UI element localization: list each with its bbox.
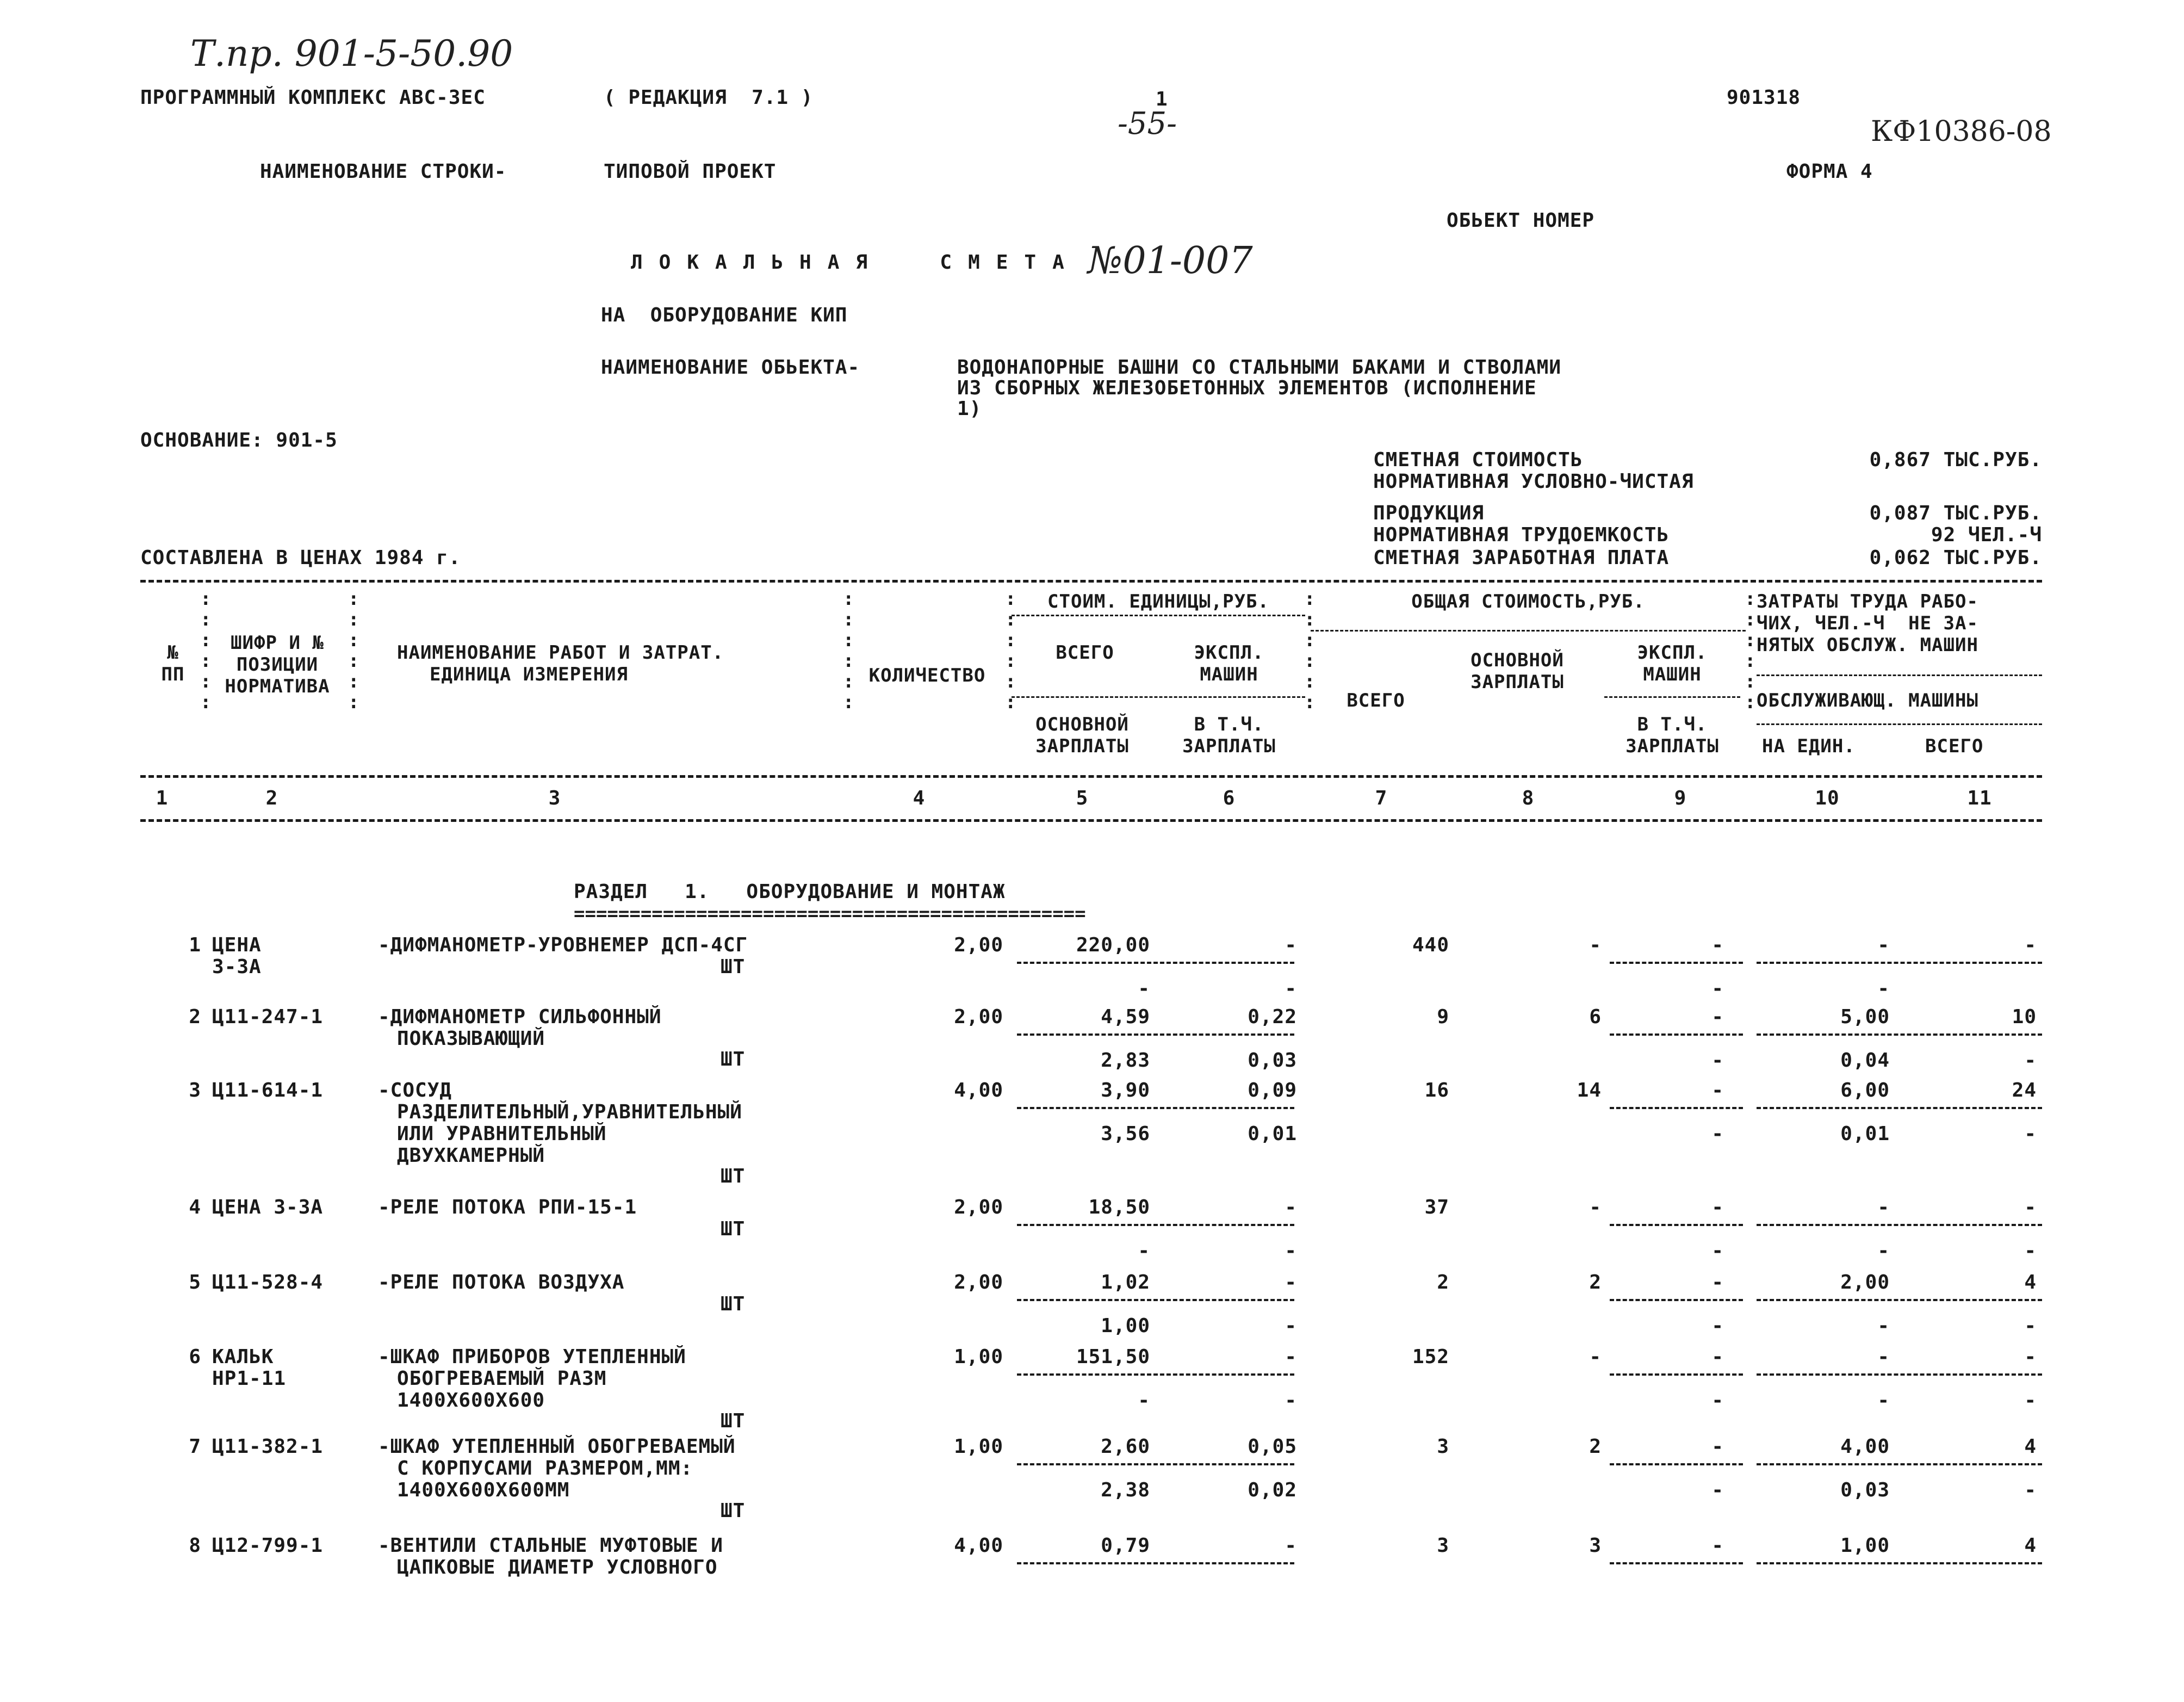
section-title: РАЗДЕЛ 1. ОБОРУДОВАНИЕ И МОНТАЖ [574,881,1006,903]
colnum-2: 2 [265,787,278,809]
row-code: 3-ЗА [212,956,262,978]
th-name-2: ЕДИНИЦА ИЗМЕРЕНИЯ [430,664,628,685]
row-total-machines: - [1711,1346,1724,1368]
row-total-incl: - [1711,977,1724,1000]
row-quantity: 2,00 [954,1271,1003,1293]
row-labor-rule [1757,1107,2042,1109]
row-unit-wage: 3,56 [1101,1123,1150,1145]
row-labor-total: 10 [2012,1006,2037,1028]
row-total-wage: 2 [1589,1435,1602,1458]
row-name: ИЛИ УРАВНИТЕЛЬНЫЙ [397,1123,607,1145]
row-unit-total: 3,90 [1101,1079,1150,1101]
th-code-1: ШИФР И № [231,632,324,654]
row-labor-total: 4 [2024,1435,2037,1458]
row-unit-incl: - [1285,1315,1297,1337]
th-total-incl [1599,714,1746,757]
row-name: -ВЕНТИЛИ СТАЛЬНЫЕ МУФТОВЫЕ И [378,1534,723,1557]
summary-label-1: НОРМАТИВНАЯ УСЛОВНО-ЧИСТАЯ [1373,471,1694,493]
row-unit-wage: 2,83 [1101,1049,1150,1072]
colnum-6: 6 [1223,787,1236,809]
row-unit: ШТ [721,1410,746,1432]
row-total: 152 [1412,1346,1449,1368]
row-unit-total: 0,79 [1101,1534,1150,1557]
summary-value-3: 92 ЧЕЛ.-Ч [1931,524,2042,546]
row-labor-unit-2: - [1877,1389,1890,1412]
program-name: ПРОГРАММНЫЙ КОМПЛЕКС АВС-ЗЕС [140,86,486,109]
col-sep-d: : : : : : : [1005,588,1016,713]
row-unit: ШТ [721,956,746,978]
row-code: Ц11-614-1 [212,1079,324,1101]
th-name [397,642,724,685]
summary-label-4: СМЕТНАЯ ЗАРАБОТНАЯ ПЛАТА [1373,547,1670,569]
th-code-2: ПОЗИЦИИ [236,654,319,676]
row-labor-unit-2: 0,04 [1840,1049,1890,1072]
header-rule-bottom [140,819,2042,822]
colnum-1: 1 [156,787,169,809]
colnum-8: 8 [1522,787,1535,809]
row-unit-total: 4,59 [1101,1006,1150,1028]
row-code: Ц11-247-1 [212,1006,324,1028]
row-unit-machines: 0,09 [1248,1079,1297,1101]
th-total-cost-rule [1311,630,1746,632]
row-total-machines: - [1711,1006,1724,1028]
header-rule-top [140,580,2042,583]
summary-value-2: 0,087 ТЫС.РУБ. [1869,502,2042,524]
row-total-rule [1610,1562,1743,1564]
row-total-wage: - [1589,1196,1602,1218]
th-labor-rule-1 [1757,674,2042,676]
page-number: 1 [1156,88,1168,110]
th-total-all: ВСЕГО [1347,690,1405,711]
row-total-wage: - [1589,1346,1602,1368]
row-labor-unit: 5,00 [1840,1006,1890,1028]
row-labor-total: 24 [2012,1079,2037,1101]
row-unit-total: 220,00 [1076,934,1150,956]
prices-basis: СОСТАВЛЕНА В ЦЕНАХ 1984 г. [140,547,461,569]
row-total-rule [1610,962,1743,964]
th-name-1: НАИМЕНОВАНИЕ РАБОТ И ЗАТРАТ. [397,642,724,664]
th-code-3: НОРМАТИВА [225,676,330,697]
object-name-line-1: ВОДОНАПОРНЫЕ БАШНИ СО СТАЛЬНЫМИ БАКАМИ И СТВОЛАМИ [957,356,1562,379]
row-unit-machines: 0,22 [1248,1006,1297,1028]
row-unit-machines: - [1285,1196,1297,1218]
row-name: -РЕЛЕ ПОТОКА РПИ-15-1 [378,1196,637,1218]
colnum-11: 11 [1967,787,1992,809]
colnum-10: 10 [1815,787,1840,809]
th-unit-machines [1158,642,1300,685]
row-unit-wage: - [1138,1240,1150,1262]
col-sep-f: : : : : : : [1745,588,1756,713]
row-code: ЦЕНА [212,934,262,956]
row-labor-total-2: - [2024,1049,2037,1072]
row-unit: ШТ [721,1165,746,1187]
summary-label-2: ПРОДУКЦИЯ [1373,502,1485,524]
row-total-incl: - [1711,1240,1724,1262]
th-total-incl-2: ЗАРПЛАТЫ [1625,735,1719,757]
line-name-label: НАИМЕНОВАНИЕ СТРОКИ- [260,160,507,183]
row-labor-total: 4 [2024,1271,2037,1293]
row-code: НР1-11 [212,1367,287,1390]
row-unit-total: 2,60 [1101,1435,1150,1458]
row-name: С КОРПУСАМИ РАЗМЕРОМ,ММ: [397,1457,693,1480]
row-total-incl: - [1711,1315,1724,1337]
row-labor-unit: 2,00 [1840,1271,1890,1293]
row-unit-incl: 0,02 [1248,1479,1297,1501]
header-rule-numbers [140,775,2042,778]
row-total-wage: 6 [1589,1006,1602,1028]
th-labor-2: ЧИХ, ЧЕЛ.-Ч НЕ ЗА- [1757,612,1978,634]
row-labor-unit-2: 0,01 [1840,1123,1890,1145]
row-unit-rule [1017,1224,1294,1226]
th-labor [1757,591,1978,656]
row-labor-rule [1757,1299,2042,1301]
row-total-wage: 2 [1589,1271,1602,1293]
row-unit-incl: 0,03 [1248,1049,1297,1072]
row-total-rule [1610,1463,1743,1465]
row-total-machines: - [1711,1271,1724,1293]
row-total-machines: - [1711,1079,1724,1101]
th-unit-total: ВСЕГО [1056,642,1114,664]
row-name: ЦАПКОВЫЕ ДИАМЕТР УСЛОВНОГО [397,1556,718,1579]
row-code: Ц12-799-1 [212,1534,324,1557]
row-name: -РЕЛЕ ПОТОКА ВОЗДУХА [378,1271,625,1293]
col-sep-a: : : : : : : [200,588,212,713]
object-name-line-3: 1) [957,398,982,420]
row-number: 4 [189,1196,201,1218]
row-labor-rule [1757,962,2042,964]
th-unit-incl [1158,714,1300,757]
th-total-wage [1441,649,1593,693]
row-total-machines: - [1711,1534,1724,1557]
row-code: Ц11-382-1 [212,1435,324,1458]
row-unit-rule [1017,1107,1294,1109]
handwritten-estimate-number: №01-007 [1088,239,1253,282]
th-unit-wage-1: ОСНОВНОЙ [1035,714,1129,735]
row-name: РАЗДЕЛИТЕЛЬНЫЙ,УРАВНИТЕЛЬНЫЙ [397,1101,742,1123]
row-total-incl: - [1711,1123,1724,1145]
object-name-line-2: ИЗ СБОРНЫХ ЖЕЛЕЗОБЕТОННЫХ ЭЛЕМЕНТОВ (ИСПОЛНЕНИЕ [957,377,1537,399]
row-labor-unit: 1,00 [1840,1534,1890,1557]
row-labor-total-2: - [2024,1479,2037,1501]
row-quantity: 2,00 [954,1006,1003,1028]
row-number: 8 [189,1534,201,1557]
row-labor-unit-2: - [1877,1315,1890,1337]
row-name: -СОСУД [378,1079,452,1101]
th-labor-total: ВСЕГО [1925,735,1984,757]
th-unit-incl-1: В Т.Ч. [1194,714,1264,735]
th-labor-unit: НА ЕДИН. [1762,735,1856,757]
th-total-machines [1599,642,1746,685]
row-total: 3 [1437,1435,1449,1458]
th-unit-wage [1012,714,1153,757]
th-unit-machines-2: МАШИН [1200,664,1258,685]
row-labor-unit-2: 0,03 [1840,1479,1890,1501]
row-total-incl: - [1711,1389,1724,1412]
row-name: -ДИФМАНОМЕТР-УРОВНЕМЕР ДСП-4СГ [378,934,748,956]
object-name-label: НАИМЕНОВАНИЕ ОБЬЕКТА- [601,356,860,379]
col-sep-e: : : : : : : [1304,588,1316,713]
th-unit-mid-rule [1012,696,1305,698]
colnum-7: 7 [1375,787,1388,809]
row-quantity: 4,00 [954,1079,1003,1101]
row-unit-machines: - [1285,1271,1297,1293]
doc-code: 901318 [1727,86,1801,109]
row-total-machines: - [1711,1196,1724,1218]
row-labor-total-2: - [2024,1123,2037,1145]
th-number-1: № [167,642,179,664]
row-name: 1400Х600Х600 [397,1389,545,1412]
row-total-machines: - [1711,1435,1724,1458]
row-unit-incl: 0,01 [1248,1123,1297,1145]
row-quantity: 1,00 [954,1435,1003,1458]
row-unit-total: 151,50 [1076,1346,1150,1368]
row-labor-total: - [2024,934,2037,956]
row-unit-total: 1,02 [1101,1271,1150,1293]
colnum-5: 5 [1076,787,1089,809]
document-title: ЛОКАЛЬНАЯ СМЕТА [631,251,1081,274]
row-total: 2 [1437,1271,1449,1293]
row-code: КАЛЬК [212,1346,274,1368]
object-number-label: ОБЬЕКТ НОМЕР [1447,209,1595,232]
row-total-rule [1610,1373,1743,1376]
row-name: ДВУХКАМЕРНЫЙ [397,1144,545,1167]
row-total: 440 [1412,934,1449,956]
colnum-3: 3 [548,787,561,809]
section-underline: ============================================== [574,903,1086,925]
row-unit: ШТ [721,1293,746,1315]
row-labor-rule [1757,1373,2042,1376]
row-number: 5 [189,1271,201,1293]
row-total-wage: - [1589,934,1602,956]
th-unit-cost-rule [1012,615,1305,616]
row-unit: ШТ [721,1218,746,1240]
row-unit-wage: 1,00 [1101,1315,1150,1337]
row-unit-machines: 0,05 [1248,1435,1297,1458]
row-number: 6 [189,1346,201,1368]
th-unit-wage-2: ЗАРПЛАТЫ [1035,735,1129,757]
row-name: 1400Х600Х600ММ [397,1479,570,1501]
row-unit-incl: - [1285,1389,1297,1412]
summary-value-4: 0,062 ТЫС.РУБ. [1869,547,2042,569]
row-labor-rule [1757,1463,2042,1465]
row-number: 3 [189,1079,201,1101]
form-label: ФОРМА 4 [1786,160,1873,183]
row-total-rule [1610,1107,1743,1109]
edition: ( РЕДАКЦИЯ 7.1 ) [604,86,814,109]
row-name: -ШКАФ ПРИБОРОВ УТЕПЛЕННЫЙ [378,1346,686,1368]
row-quantity: 4,00 [954,1534,1003,1557]
th-total-cost: ОБЩАЯ СТОИМОСТЬ,РУБ. [1411,591,1645,612]
col-sep-c: : : : : : : [843,588,854,713]
row-number: 1 [189,934,201,956]
colnum-4: 4 [913,787,926,809]
row-labor-unit: - [1877,934,1890,956]
row-unit-machines: - [1285,934,1297,956]
col-sep-b: : : : : : : [348,588,359,713]
th-total-wage-1: ОСНОВНОЙ [1471,649,1564,671]
row-labor-rule [1757,1033,2042,1036]
line-name-value: ТИПОВОЙ ПРОЕКТ [604,160,777,183]
th-quantity: КОЛИЧЕСТВО [868,665,986,686]
row-labor-total-2: - [2024,1389,2037,1412]
th-total-machines-2: МАШИН [1643,664,1702,685]
row-unit-incl: - [1285,1240,1297,1262]
handwritten-form-code: КФ10386-08 [1871,115,2052,148]
row-unit-wage: - [1138,977,1150,1000]
row-unit-total: 18,50 [1088,1196,1150,1218]
row-unit-rule [1017,1033,1294,1036]
th-labor-machines: ОБСЛУЖИВАЮЩ. МАШИНЫ [1757,690,1978,711]
th-total-incl-1: В Т.Ч. [1637,714,1708,735]
row-total-rule [1610,1033,1743,1036]
row-quantity: 2,00 [954,1196,1003,1218]
row-unit-machines: - [1285,1346,1297,1368]
row-total: 3 [1437,1534,1449,1557]
th-labor-1: ЗАТРАТЫ ТРУДА РАБО- [1757,591,1978,612]
row-labor-total: - [2024,1196,2037,1218]
row-labor-unit: - [1877,1346,1890,1368]
th-total-machines-1: ЭКСПЛ. [1637,642,1708,664]
row-unit-rule [1017,1562,1294,1564]
th-number [146,642,200,685]
row-name: ОБОГРЕВАЕМЫЙ РАЗМ [397,1367,607,1390]
row-total-rule [1610,1224,1743,1226]
summary-value-0: 0,867 ТЫС.РУБ. [1869,449,2042,471]
row-labor-unit: - [1877,1196,1890,1218]
th-total-wage-2: ЗАРПЛАТЫ [1471,671,1564,693]
th-total-mid-rule [1604,696,1740,698]
th-labor-3: НЯТЫХ ОБСЛУЖ. МАШИН [1757,634,1978,656]
row-name: -ДИФМАНОМЕТР СИЛЬФОННЫЙ [378,1006,662,1028]
handwritten-tip: Т.пр. 901-5-50.90 [190,33,513,75]
row-quantity: 2,00 [954,934,1003,956]
row-total: 16 [1424,1079,1449,1101]
row-labor-unit-2: - [1877,1240,1890,1262]
summary-label-0: СМЕТНАЯ СТОИМОСТЬ [1373,449,1583,471]
row-unit-machines: - [1285,1534,1297,1557]
row-total-wage: 3 [1589,1534,1602,1557]
row-labor-unit: 4,00 [1840,1435,1890,1458]
th-code [207,632,348,697]
th-labor-rule-2 [1757,723,2042,725]
row-total: 9 [1437,1006,1449,1028]
th-unit-incl-2: ЗАРПЛАТЫ [1182,735,1276,757]
th-unit-cost: СТОИМ. ЕДИНИЦЫ,РУБ. [1047,591,1269,612]
row-labor-rule [1757,1224,2042,1226]
row-unit: ШТ [721,1048,746,1070]
row-labor-total-2: - [2024,1240,2037,1262]
row-unit-rule [1017,962,1294,964]
row-total: 37 [1424,1196,1449,1218]
row-unit-rule [1017,1373,1294,1376]
basis: ОСНОВАНИЕ: 901-5 [140,429,338,451]
row-total-machines: - [1711,934,1724,956]
row-total-incl: - [1711,1479,1724,1501]
row-labor-rule [1757,1562,2042,1564]
row-unit-wage: - [1138,1389,1150,1412]
row-labor-total-2: - [2024,1315,2037,1337]
document-subtitle: НА ОБОРУДОВАНИЕ КИП [601,304,848,326]
row-labor-total: 4 [2024,1534,2037,1557]
handwritten-page-number: -55- [1118,106,1177,141]
row-code: ЦЕНА 3-ЗА [212,1196,324,1218]
row-total-wage: 14 [1577,1079,1602,1101]
summary-label-3: НОРМАТИВНАЯ ТРУДОЕМКОСТЬ [1373,524,1670,546]
row-unit-rule [1017,1463,1294,1465]
row-unit: ШТ [721,1500,746,1522]
row-labor-unit-2: - [1877,977,1890,1000]
row-code: Ц11-528-4 [212,1271,324,1293]
row-unit-rule [1017,1299,1294,1301]
row-quantity: 1,00 [954,1346,1003,1368]
row-name: -ШКАФ УТЕПЛЕННЫЙ ОБОГРЕВАЕМЫЙ [378,1435,736,1458]
row-unit-incl: - [1285,977,1297,1000]
row-number: 2 [189,1006,201,1028]
row-labor-total: - [2024,1346,2037,1368]
th-number-2: ПП [161,664,185,685]
row-total-incl: - [1711,1049,1724,1072]
row-unit-wage: 2,38 [1101,1479,1150,1501]
row-name: ПОКАЗЫВАЮЩИЙ [397,1028,545,1050]
colnum-9: 9 [1674,787,1687,809]
row-number: 7 [189,1435,201,1458]
row-labor-unit: 6,00 [1840,1079,1890,1101]
row-total-rule [1610,1299,1743,1301]
th-unit-machines-1: ЭКСПЛ. [1194,642,1264,664]
